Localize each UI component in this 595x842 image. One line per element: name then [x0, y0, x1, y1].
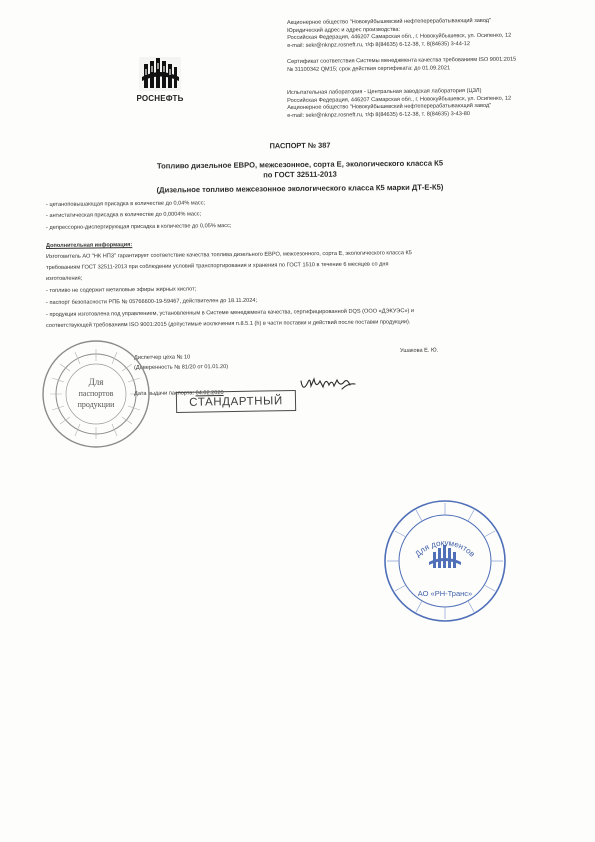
management-line: соответствующей требованиям ISO 9001:2015 (допустимые исключения п.8.5.1 (h) в части поставки и действий после поставки продукции).	[46, 319, 411, 329]
product-standard: по ГОСТ 32511-2013	[263, 169, 337, 180]
certificate-header	[287, 56, 547, 74]
stamp-inner-text: Для	[88, 377, 104, 387]
handwritten-signature	[298, 373, 358, 397]
lab-line: e-mail: sekr@nknpz.rosneft.ru, т/ф 8(84635) 6-12-38, т. 8(84635) 3-43-80	[287, 110, 470, 119]
company-line: Акционерное общество "Новокуйбышевский нефтеперерабатывающий завод"	[287, 17, 492, 26]
lab-line: Акционерное общество "Новокуйбышевский нефтеперерабатывающий завод"	[287, 103, 492, 112]
company-line: e-mail: sekr@nknpz.rosneft.ru, т/ф 8(84635) 6-12-38, т. 8(84635) 3-44-12	[287, 40, 470, 49]
logo-wordmark: РОСНЕФТЬ	[136, 94, 184, 103]
stamp-arc-text: Для документов	[413, 538, 477, 559]
lab-header	[287, 87, 547, 120]
stamp-bottom-text: АО «РН-Транс»	[417, 589, 473, 598]
company-line: Юридический адрес и адрес производства:	[287, 26, 401, 34]
company-logo	[130, 55, 190, 103]
additional-info-heading: Дополнительная информация:	[46, 242, 133, 249]
guarantee-line: Изготовитель АО "НК НПЗ" гарантирует соответствие качества топлива дизельного ЕВРО, межсезонного, сорта Е, экологического класса К5	[46, 250, 412, 260]
signer-name: Ушакова Е. Ю.	[400, 347, 439, 354]
round-stamp-right	[382, 498, 508, 624]
standard-stamp: СТАНДАРТНЫЙ	[176, 390, 296, 413]
issue-date-value: 04.02.2020	[195, 390, 224, 397]
round-stamp-left	[40, 338, 152, 450]
no-esters-note: - топливо не содержит метиловые эфиры жирных кислот;	[46, 286, 197, 294]
lab-line: Испытательная лаборатория - Центральная заводская лаборатория (ЦЗЛ)	[287, 87, 482, 96]
certificate-line: № 31100342 QM15; срок действия сертификата: до 01.09.2021	[287, 64, 451, 73]
management-line: - продукция изготовлена под управлением, установленным в Системе менеджмента качества, сертифицированной DQS (ООО «ДЭКУЭС») и	[46, 308, 415, 318]
dispatcher-label: Диспетчер цеха № 10	[134, 354, 191, 361]
issue-date-label: Дата выдачи паспорта:	[134, 390, 195, 397]
guarantee-line: требованиям ГОСТ 32511-2013 при соблюдении условий транспортирования и хранения по ГОСТ 1510 в течение 6 месяцев со дня	[46, 261, 389, 271]
company-line: Российская Федерация, 446207 Самарская обл., г. Новокуйбышевск, ул. Осипенко, 12	[287, 32, 512, 42]
passport-number: ПАСПОРТ № 387	[269, 140, 331, 151]
company-header	[287, 17, 547, 50]
additive-item: - депрессорно-диспергирующая присадка в количестве до 0,05% масс;	[46, 223, 232, 231]
certificate-line: Сертификат соответствия Системы менеджмента качества требованиям ISO 9001:2015	[287, 56, 517, 65]
stamp-inner-text: продукции	[77, 400, 115, 409]
additive-item: - антистатическая присадка в количестве до 0,0004% масс;	[46, 211, 202, 219]
rosneft-emblem-icon	[137, 55, 183, 93]
safety-passport-note: - паспорт безопасности РПБ № 05766600-19-59467, действителен до 18.11.2024;	[46, 297, 258, 306]
stamp-inner-text: паспортов	[78, 389, 114, 398]
lab-line: Российская Федерация, 446207 Самарская обл., г. Новокуйбышевск, ул. Осипенко, 12	[287, 95, 512, 104]
guarantee-line: изготовления;	[46, 275, 83, 282]
power-of-attorney: (Доверенность № 81/20 от 01.01.20)	[134, 364, 229, 371]
additive-item: - цетаноповышающая присадка в количестве до 0,04% масс;	[46, 200, 206, 208]
product-title: Топливо дизельное ЕВРО, межсезонное, сорта Е, экологического класса К5	[156, 158, 444, 171]
product-grade: (Дизельное топливо межсезонное экологического класса К5 марки ДТ-Е-К5)	[156, 182, 444, 195]
